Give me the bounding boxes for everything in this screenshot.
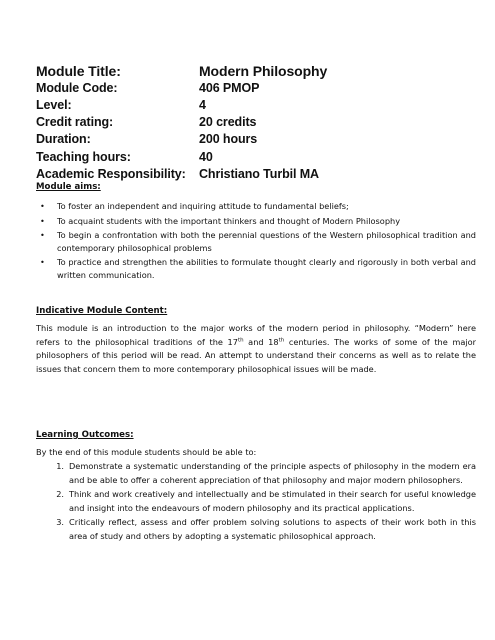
- credit-rating-value: 20 credits: [199, 115, 257, 130]
- module-info-row: [36, 79, 476, 96]
- list-item: 2. Think and work creatively and intellectually and be stimulated in their search for useful knowledge and insight into the endeavours of modern philosophy and its practical applications.: [56, 489, 476, 513]
- teaching-hours-label: Teaching hours:: [36, 149, 131, 164]
- list-item: 3. Critically reflect, assess and offer problem solving solutions to aspects of their work both in this area of study and others by adopting a systematic philosophical approach.: [56, 517, 476, 541]
- level-value: 4: [199, 97, 206, 112]
- module-content-heading: Indicative Module Content:: [36, 306, 168, 316]
- level-label: Level:: [36, 97, 72, 112]
- module-code-value: 406 PMOP: [199, 80, 260, 95]
- learning-outcomes-heading: Learning Outcomes:: [36, 430, 134, 440]
- bullet-icon: •: [40, 230, 45, 241]
- bullet-icon: •: [40, 215, 45, 226]
- module-info-row: [36, 148, 476, 165]
- module-info-row: [36, 131, 476, 148]
- bullet-icon: •: [40, 201, 45, 211]
- module-aims-heading: Module aims:: [36, 182, 101, 192]
- module-title-label: Module Title:: [36, 62, 121, 79]
- list-item: • To practice and strengthen the abilities to formulate thought clearly and rigorously in both verbal and written communication.: [40, 257, 476, 280]
- module-info-row: [36, 165, 476, 182]
- list-item: 1. Demonstrate a systematic understanding of the principle aspects of philosophy in the modern era and be able to offer a coherent appreciation of that philosophy and major modern philosophers.: [56, 461, 476, 485]
- module-info-row: [36, 62, 476, 79]
- list-item: • To acquaint students with the important thinkers and thought of Modern Philosophy: [40, 215, 401, 226]
- module-code-label: Module Code:: [36, 80, 118, 95]
- module-info-row: [36, 114, 476, 131]
- learning-outcomes-intro: By the end of this module students should be able to:: [36, 447, 257, 457]
- module-info-table: [36, 62, 476, 182]
- module-aims-list: [36, 200, 476, 283]
- module-title-value: Modern Philosophy: [199, 62, 328, 79]
- list-item: • To begin a confrontation with both the perennial questions of the Western philosophical tradition and contemporary philosophical problems: [40, 230, 476, 253]
- academic-responsibility-value: Christiano Turbil MA: [199, 166, 319, 181]
- duration-value: 200 hours: [199, 132, 258, 147]
- list-item: • To foster an independent and inquiring attitude to fundamental beliefs;: [40, 201, 349, 211]
- learning-outcomes-list: [36, 460, 476, 544]
- module-info-row: [36, 96, 476, 113]
- credit-rating-label: Credit rating:: [36, 115, 114, 130]
- academic-responsibility-label: Academic Responsibility:: [36, 166, 186, 181]
- bullet-icon: •: [40, 257, 45, 268]
- duration-label: Duration:: [36, 132, 91, 147]
- teaching-hours-value: 40: [199, 149, 213, 164]
- module-content-paragraph: This module is an introduction to the major works of the modern period in philosophy. “Modern” here refers to the philosophical traditions of the 17th and 18th centuries. The works of some of the major philosophers of this period will be read. An attempt to understand their concerns as well as to relate the issues that concern them to more contemporary philosophical issues will be made.: [36, 323, 477, 374]
